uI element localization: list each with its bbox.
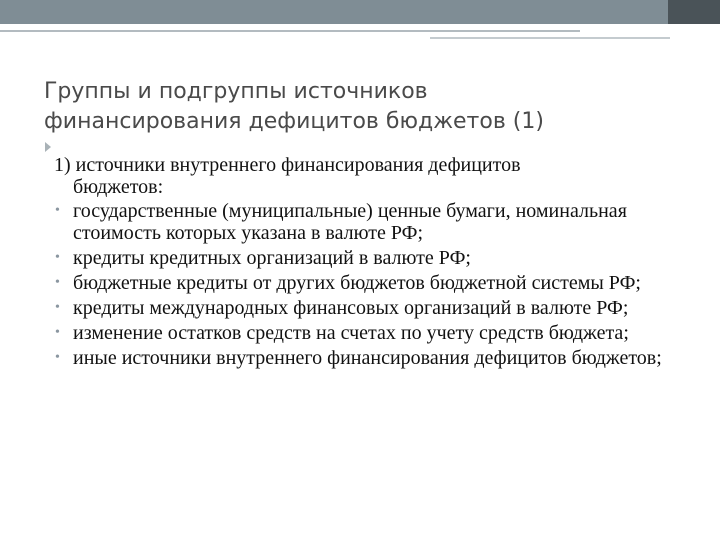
list-item-text: государственные (муниципальные) ценные бумаги, номинальная стоимость которых указана в валюте РФ; <box>73 200 627 244</box>
bullet-icon: • <box>55 275 60 290</box>
decorative-rule-1 <box>0 30 580 32</box>
top-band <box>0 0 720 24</box>
bullet-icon: • <box>55 350 60 365</box>
bullet-icon: • <box>55 325 60 340</box>
list-item <box>54 322 694 344</box>
bullet-icon: • <box>55 250 60 265</box>
list-item-text: иные источники внутреннего финансирования дефицитов бюджетов; <box>73 347 662 369</box>
list-item-text: изменение остатков средств на счетах по учету средств бюджета; <box>73 322 629 344</box>
slide-title <box>44 77 684 137</box>
list-item-text: бюджетные кредиты от других бюджетов бюджетной системы РФ; <box>73 272 641 294</box>
list-item-text: кредиты кредитных организаций в валюте РФ; <box>73 247 471 269</box>
list-item <box>54 347 694 369</box>
top-band-dark-segment <box>668 0 720 24</box>
list-item <box>54 297 694 319</box>
sources-list <box>54 200 694 372</box>
list-item <box>54 272 694 294</box>
list-item-text: кредиты международных финансовых организаций в валюте РФ; <box>73 297 629 319</box>
intro-line-2: бюджетов: <box>73 176 164 198</box>
pointer-arrow-icon <box>45 142 51 152</box>
list-item <box>54 247 694 269</box>
bullet-icon: • <box>55 203 60 218</box>
slide-title-line-2: финансирования дефицитов бюджетов (1) <box>44 109 544 134</box>
intro-line-1: 1) источники внутреннего финансирования дефицитов <box>54 154 521 176</box>
bullet-icon: • <box>55 300 60 315</box>
slide-title-line-1: Группы и подгруппы источников <box>44 79 428 104</box>
intro-paragraph <box>54 154 694 198</box>
decorative-rule-2 <box>430 37 670 39</box>
list-item <box>54 200 694 244</box>
